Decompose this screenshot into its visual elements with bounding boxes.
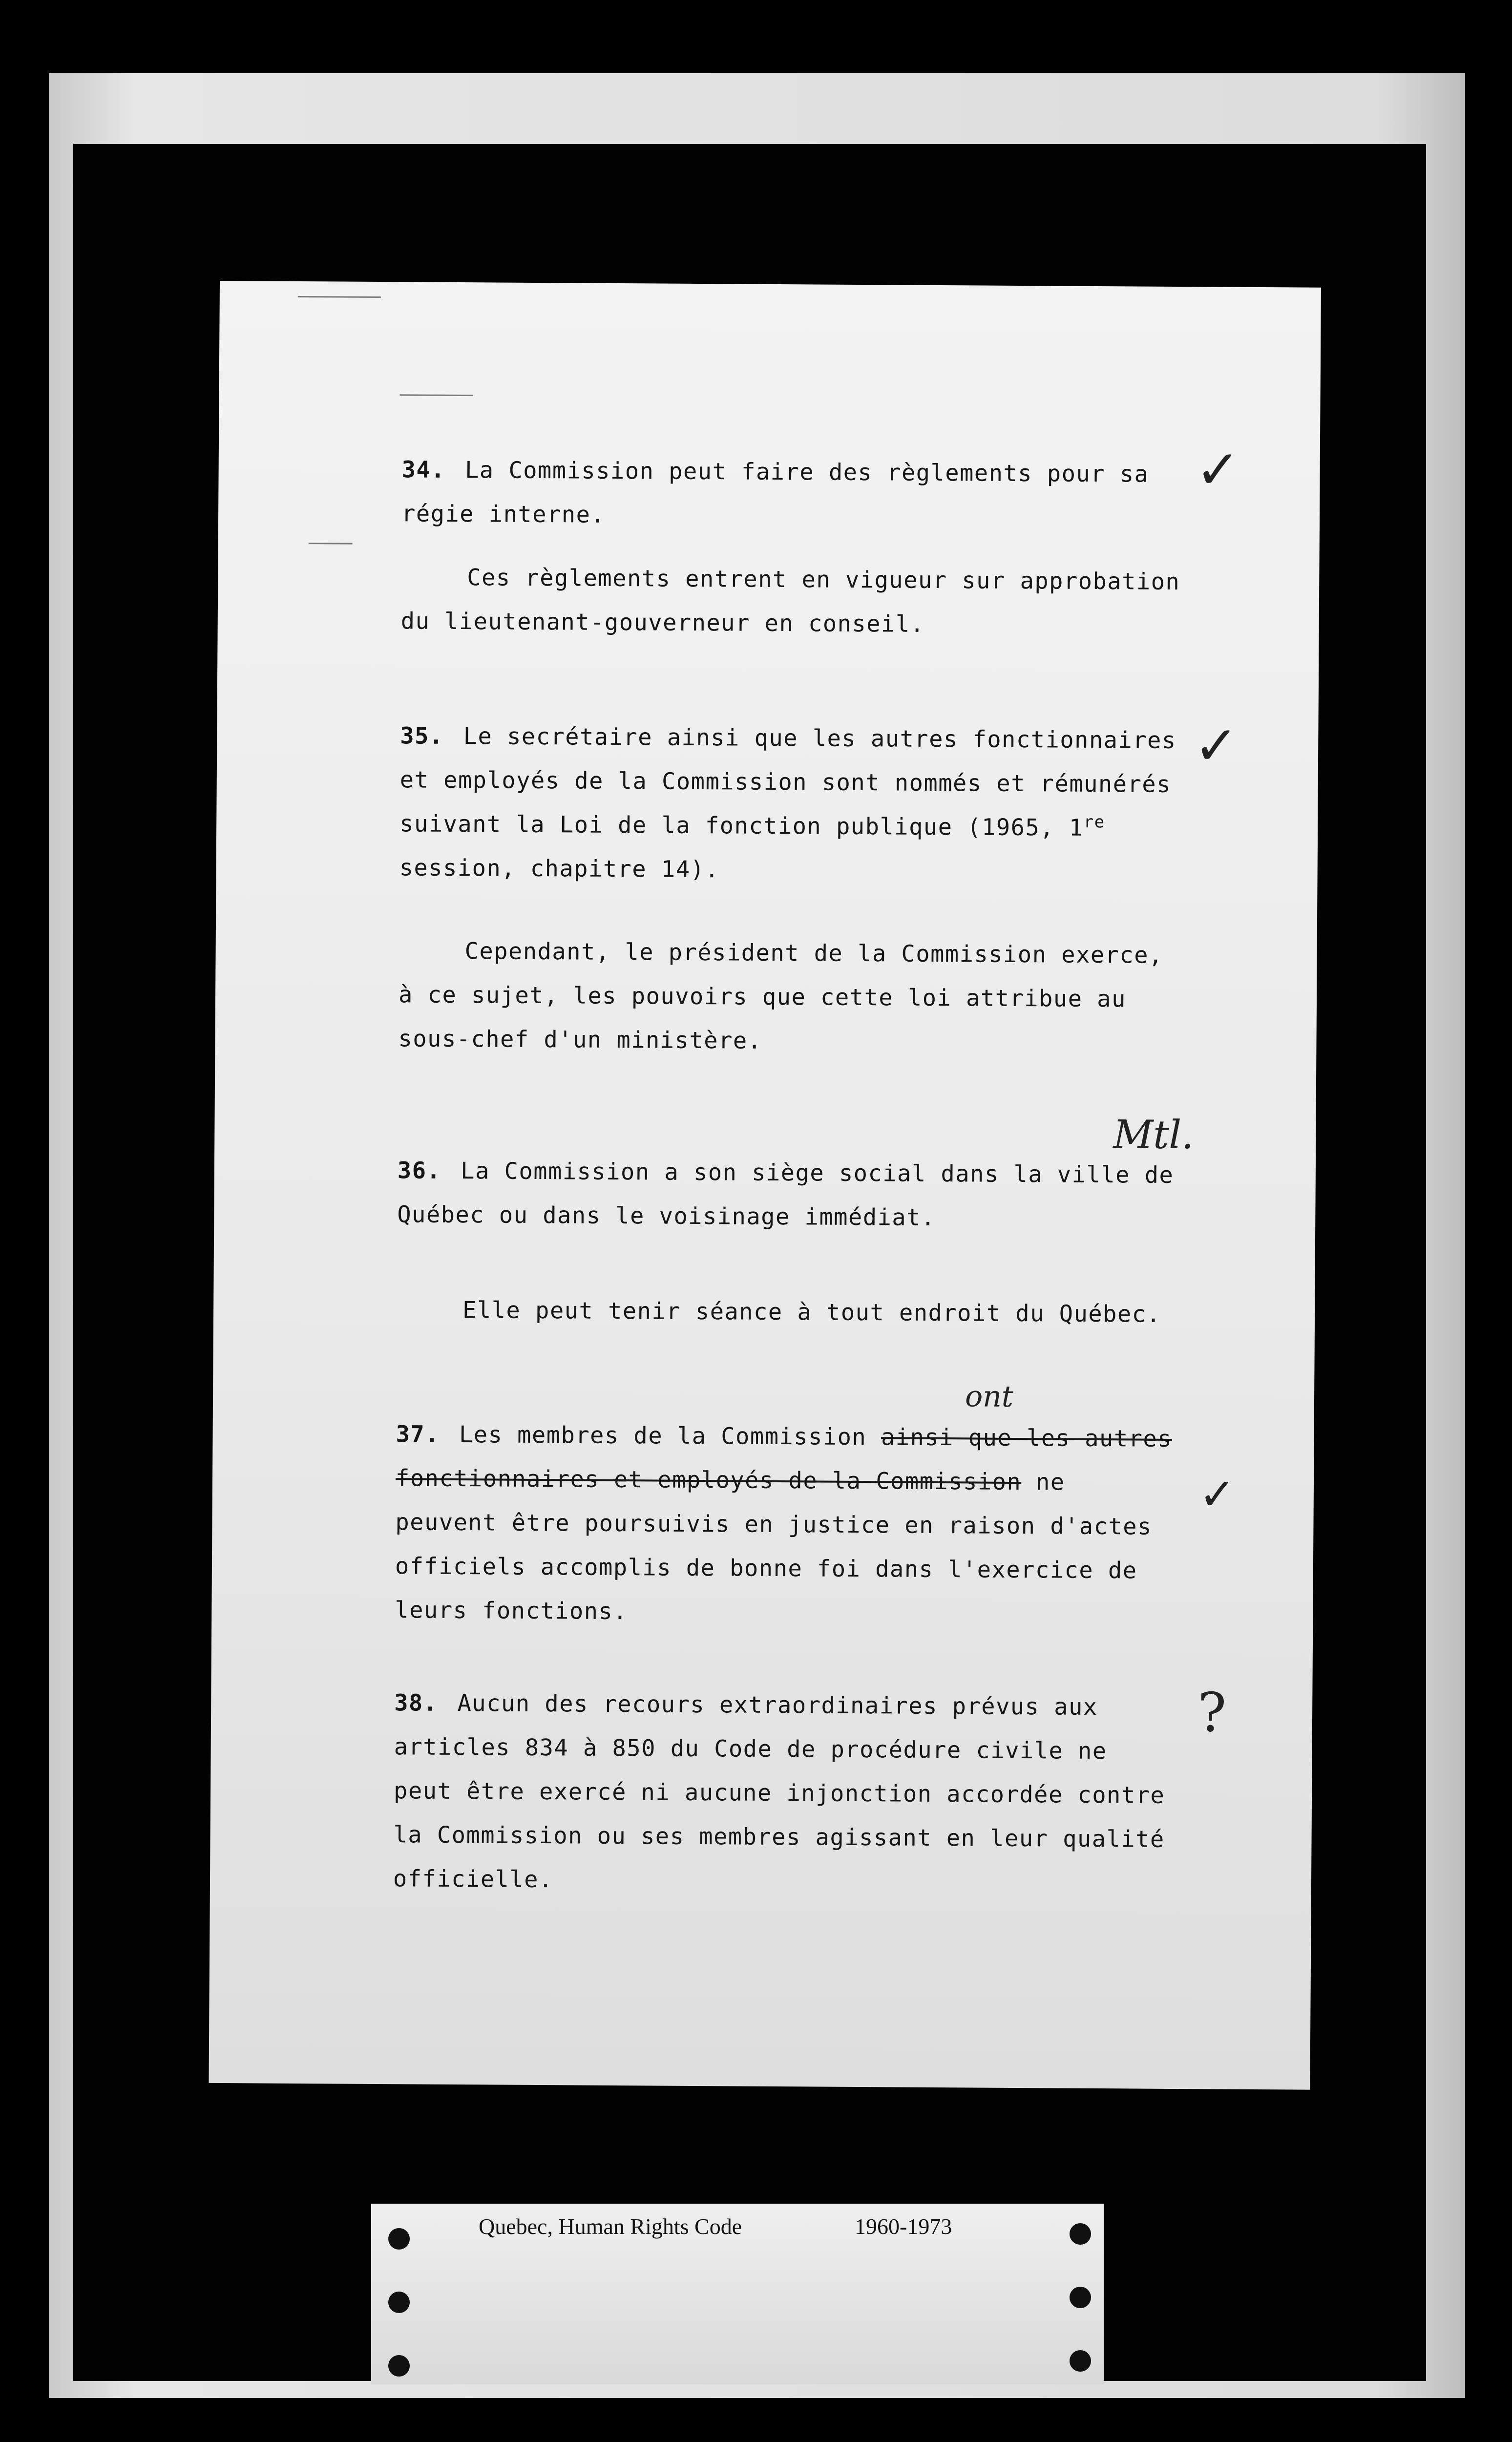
handwritten-insert-ont: ont (965, 1379, 1014, 1414)
checkmark-35: ✓ (1193, 714, 1239, 777)
scan-artifact (309, 543, 353, 545)
section-35-paragraph-1: 35. Le secrétaire ainsi que les autres fonctionnaires et employés de la Commission sont nommés et rémunérés suivant la Loi de la fonction publique (1965, 1re session, chapitre 14). (399, 722, 1176, 884)
section-37-number: 37. (396, 1421, 440, 1448)
punch-hole (388, 2228, 410, 2250)
archive-label (371, 2204, 1104, 2384)
handwritten-note-mtl: Mtl. (1113, 1112, 1194, 1158)
document-page (209, 281, 1321, 2090)
section-36-paragraph-2: Elle peut tenir séance à tout endroit du Québec. (462, 1297, 1161, 1328)
scan-artifact (400, 394, 473, 396)
section-35-paragraph-2: Cependant, le président de la Commission exerce, à ce sujet, les pouvoirs que cette loi attribue au sous-chef d'un ministère. (398, 938, 1164, 1054)
label-title: Quebec, Human Rights Code (479, 2214, 742, 2239)
struck-text: ainsi que les autres fonctionnaires et employés de la Commission (395, 1424, 1173, 1496)
punch-hole (1070, 2287, 1091, 2308)
punch-hole (388, 2292, 410, 2313)
section-34-paragraph-1: 34. La Commission peut faire des règlements pour sa régie interne. (401, 456, 1149, 528)
scan-artifact (298, 296, 381, 298)
checkmark-37: ✓ (1198, 1469, 1236, 1520)
punch-hole (1070, 2350, 1091, 2372)
section-37-paragraph: 37. Les membres de la Commission ainsi que les autres fonctionnaires et employés de la Commission ne peuvent être poursuivis en justice en raison d'actes officiels accomplis de bonne foi dans l'exercice de leurs fonctions. (395, 1421, 1173, 1625)
section-36-paragraph-1: 36. La Commission a son siège social dans la ville de Québec ou dans le voisinage immédiat. (397, 1157, 1174, 1231)
label-years: 1960-1973 (855, 2214, 952, 2239)
question-mark-38: ? (1197, 1681, 1227, 1744)
punch-hole (1070, 2223, 1091, 2245)
section-38-paragraph: 38. Aucun des recours extraordinaires prévus aux articles 834 à 850 du Code de procédure civile ne peut être exercé ni aucune injonction accordée contre la Commission ou ses membres agissant en leur qualité officielle. (393, 1689, 1165, 1894)
section-35-number: 35. (400, 722, 444, 750)
punch-hole (388, 2355, 410, 2377)
checkmark-34: ✓ (1195, 438, 1241, 501)
section-34-number: 34. (401, 456, 446, 484)
section-36-number: 36. (397, 1157, 441, 1184)
section-38-number: 38. (394, 1689, 438, 1717)
section-34-paragraph-2: Ces règlements entrent en vigueur sur approbation du lieutenant-gouverneur en conseil. (400, 564, 1180, 638)
